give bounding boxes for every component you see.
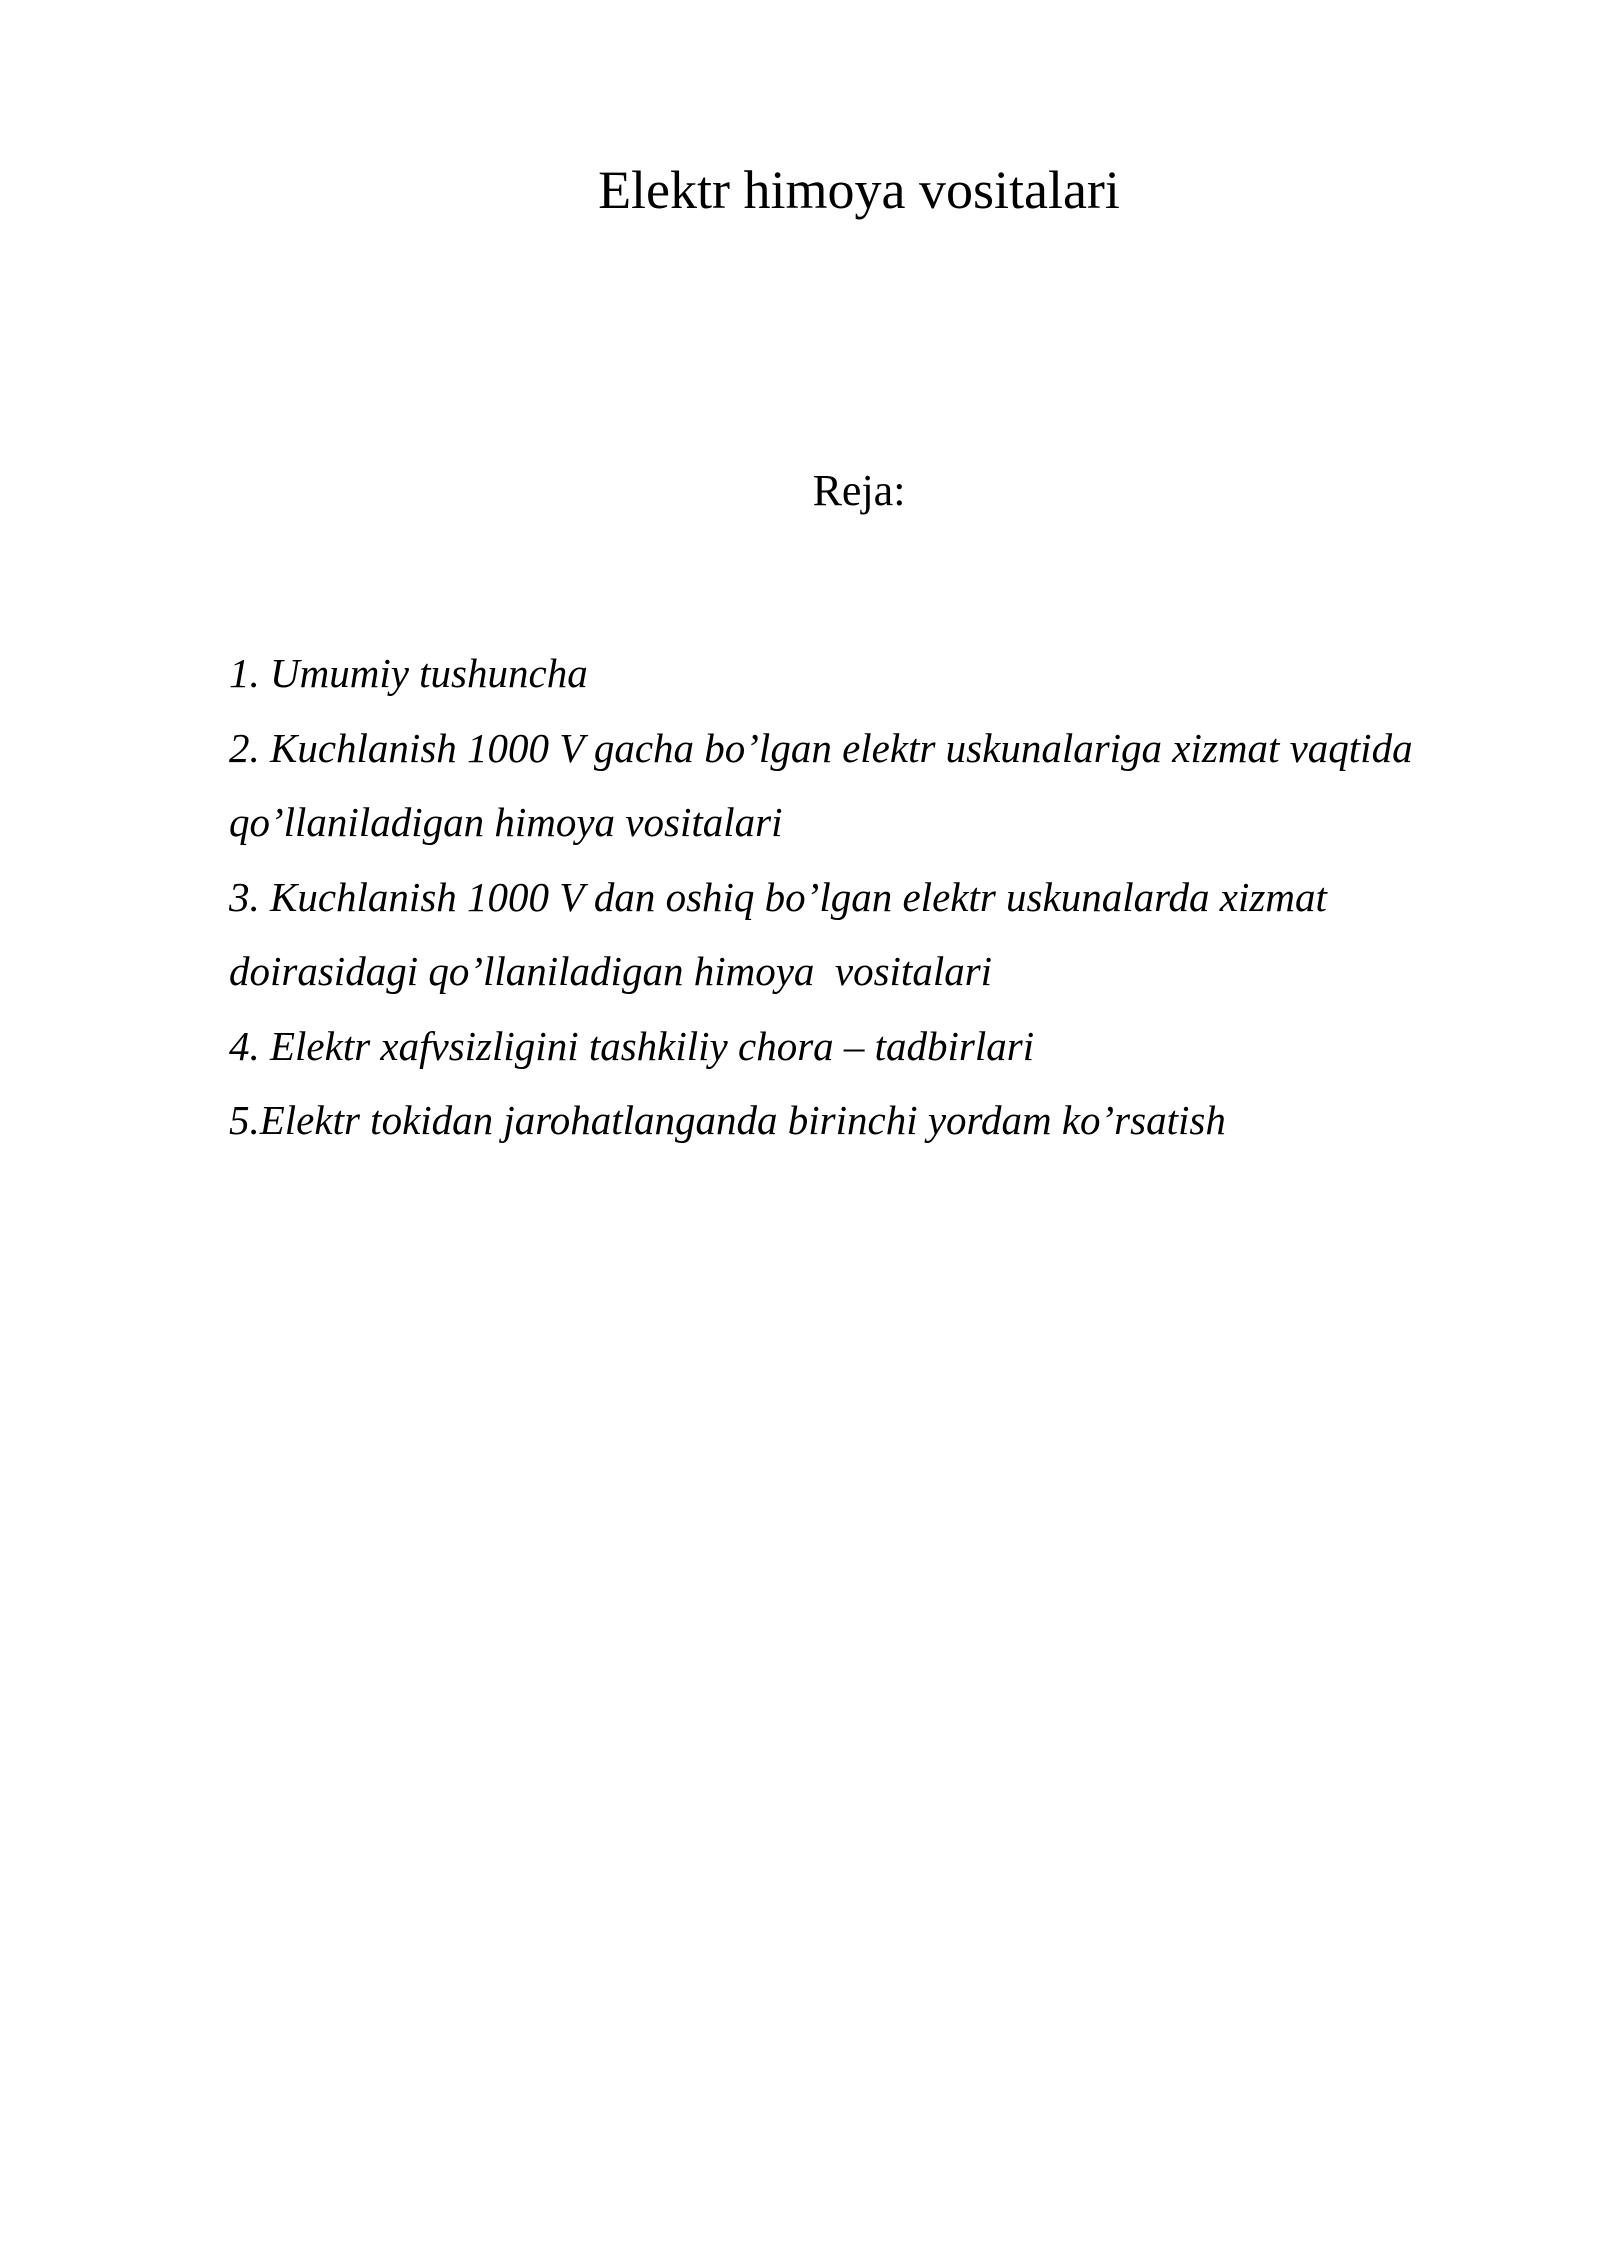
plan-item-line: 1. Umumiy tushuncha	[229, 650, 588, 696]
plan-item-line: doirasidagi qo’llaniladigan himoya vositalari	[229, 948, 993, 994]
plan-item-line: 4. Elektr xafvsizligini tashkiliy chora – tadbirlari	[229, 1022, 1035, 1069]
plan-item	[229, 860, 1529, 1009]
plan-item-line: 2. Kuchlanish 1000 V gacha bo’lgan elektr uskunalariga xizmat vaqtida	[229, 724, 1413, 771]
plan-item-line: 5.Elektr tokidan jarohatlanganda birinchi yordam ko’rsatish	[229, 1097, 1226, 1143]
plan-item	[229, 711, 1529, 860]
plan-item-line: 3. Kuchlanish 1000 V dan oshiq bo’lgan elektr uskunalarda xizmat	[229, 873, 1327, 920]
plan-item-line: qo’llaniladigan himoya vositalari	[229, 799, 783, 845]
plan-list	[229, 636, 1529, 1158]
plan-item	[229, 636, 1529, 711]
plan-item	[229, 1083, 1529, 1158]
plan-item	[229, 1009, 1529, 1084]
plan-heading: Reja:	[812, 466, 906, 515]
document-title: Elektr himoya vositalari	[598, 160, 1120, 220]
